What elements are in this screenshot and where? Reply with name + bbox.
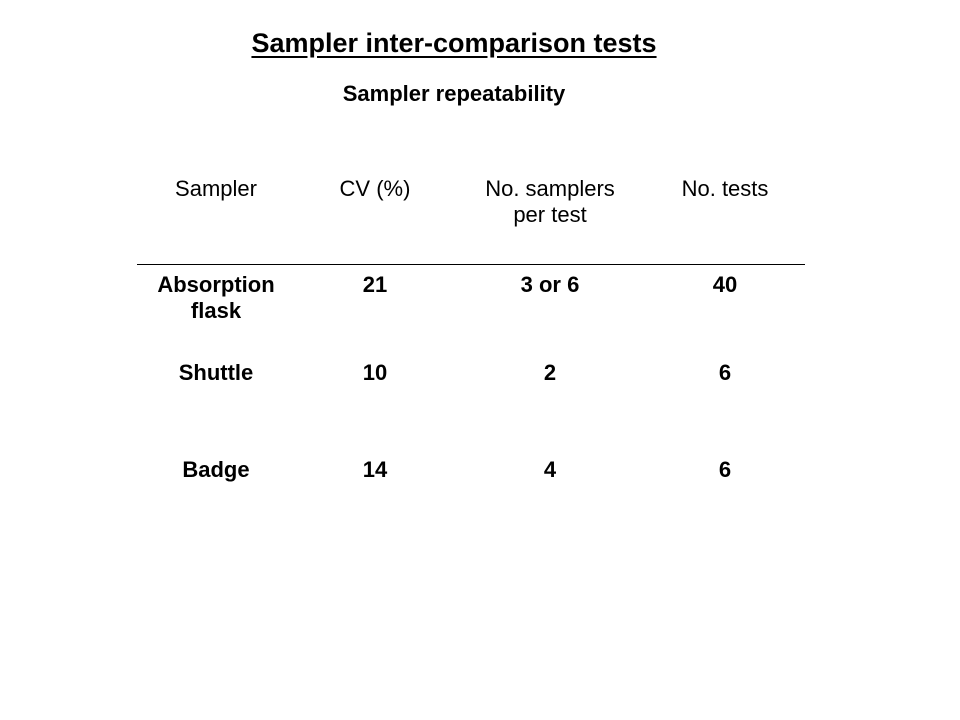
header-samplers-line2: per test — [513, 202, 587, 227]
cell-samplers-per-test: 4 — [543, 457, 557, 482]
header-tests: No. tests — [645, 170, 805, 265]
repeatability-table-container — [137, 170, 805, 497]
cell-cv: 10 — [362, 360, 388, 385]
table-row — [137, 457, 805, 497]
table-row — [137, 360, 805, 457]
cell-tests: 6 — [718, 457, 732, 482]
sampler-name-line2: flask — [190, 298, 242, 323]
slide-title: Sampler inter-comparison tests — [251, 28, 657, 58]
table-row — [137, 265, 805, 361]
header-samplers-per-test — [455, 170, 645, 265]
cell-tests: 6 — [718, 360, 732, 385]
cell-tests: 40 — [712, 272, 738, 297]
cell-samplers-per-test: 2 — [543, 360, 557, 385]
table-header-row — [137, 170, 805, 265]
repeatability-table — [137, 170, 805, 497]
cell-samplers-per-test: 3 or 6 — [520, 272, 580, 297]
cell-sampler: Badge — [182, 457, 250, 482]
slide-subtitle: Sampler repeatability — [342, 81, 566, 106]
sampler-name-line1: Absorption — [157, 272, 275, 297]
header-cv: CV (%) — [295, 170, 455, 265]
cell-cv: 14 — [362, 457, 388, 482]
cell-sampler: Shuttle — [178, 360, 254, 385]
header-samplers-line1: No. samplers — [485, 176, 615, 201]
header-sampler: Sampler — [137, 170, 295, 265]
cell-cv: 21 — [362, 272, 388, 297]
cell-sampler — [137, 265, 295, 361]
